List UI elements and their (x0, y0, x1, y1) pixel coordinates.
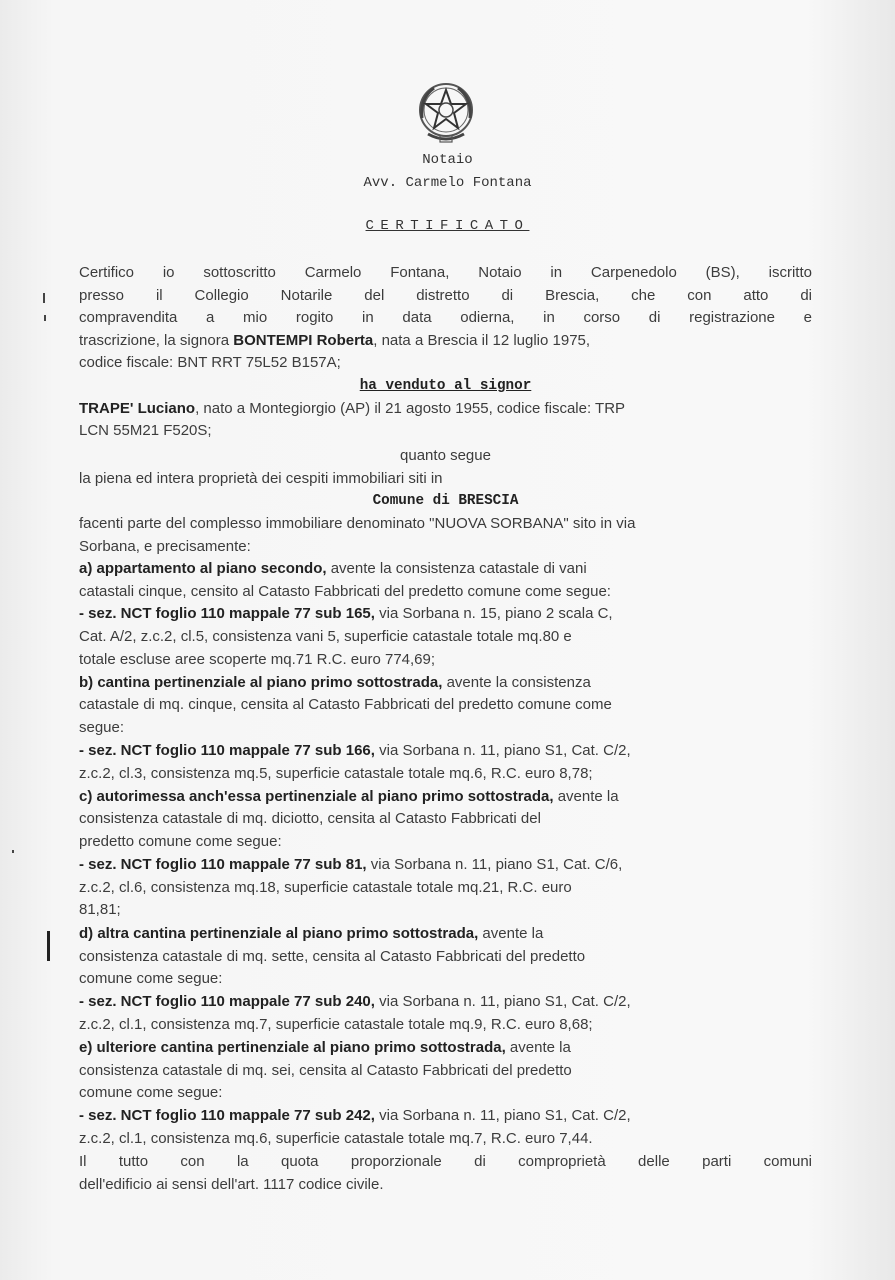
item-e-line: e) ulteriore cantina pertinenziale al piano primo sottostrada, avente la (79, 1039, 571, 1056)
item-e-line: comune come segue: (79, 1084, 223, 1101)
item-a-line: totale escluse aree scoperte mq.71 R.C. euro 774,69; (79, 651, 436, 668)
scan-mark (47, 931, 50, 961)
item-c-line: - sez. NCT foglio 110 mappale 77 sub 81, via Sorbana n. 11, piano S1, Cat. C/6, (79, 856, 623, 873)
item-c-line: c) autorimessa anch'essa pertinenziale al piano primo sottostrada, avente la (79, 788, 619, 805)
closing-line: Il tutto con la quota proporzionale di comproprietà delle parti comuni (79, 1153, 812, 1170)
comune-heading: Comune di BRESCIA (372, 493, 519, 509)
notary-name: Avv. Carmelo Fontana (363, 175, 532, 191)
item-c-line: z.c.2, cl.6, consistenza mq.18, superficie catastale totale mq.21, R.C. euro (79, 879, 572, 896)
buyer-line: TRAPE' Luciano, nato a Montegiorgio (AP) il 21 agosto 1955, codice fiscale: TRP (79, 400, 626, 417)
scan-mark (44, 315, 46, 321)
item-a-line: a) appartamento al piano secondo, avente la consistenza catastale di vani (79, 560, 587, 577)
item-a-line: catastali cinque, censito al Catasto Fabbricati del predetto comune come segue: (79, 583, 611, 600)
item-d-line: d) altra cantina pertinenziale al piano primo sottostrada, avente la (79, 925, 544, 942)
complesso-line: Sorbana, e precisamente: (79, 538, 251, 555)
intro-line: trascrizione, la signora BONTEMPI Roberta, nata a Brescia il 12 luglio 1975, (79, 332, 591, 349)
complesso-line: facenti parte del complesso immobiliare denominato "NUOVA SORBANA" sito in via (79, 515, 636, 532)
item-e-line: consistenza catastale di mq. sei, censita al Catasto Fabbricati del predetto (79, 1062, 572, 1079)
seller-name: BONTEMPI Roberta (233, 332, 374, 349)
quanto-segue: quanto segue (400, 447, 491, 464)
item-a-line: - sez. NCT foglio 110 mappale 77 sub 165, via Sorbana n. 15, piano 2 scala C, (79, 605, 613, 622)
item-b-line: - sez. NCT foglio 110 mappale 77 sub 166, via Sorbana n. 11, piano S1, Cat. C/2, (79, 742, 631, 759)
intro-line: Certifico io sottoscritto Carmelo Fontana, Notaio in Carpenedolo (BS), iscritto (79, 264, 812, 281)
item-b-line: catastale di mq. cinque, censita al Catasto Fabbricati del predetto comune come (79, 696, 612, 713)
item-e-line: - sez. NCT foglio 110 mappale 77 sub 242, via Sorbana n. 11, piano S1, Cat. C/2, (79, 1107, 631, 1124)
item-d-line: z.c.2, cl.1, consistenza mq.7, superficie catastale totale mq.9, R.C. euro 8,68; (79, 1016, 593, 1033)
item-a-line: Cat. A/2, z.c.2, cl.5, consistenza vani 5, superficie catastale totale mq.80 e (79, 628, 572, 645)
intro-line: codice fiscale: BNT RRT 75L52 B157A; (79, 354, 341, 371)
intro-line: compravendita a mio rogito in data odierna, in corso di registrazione e (79, 309, 812, 326)
item-c-line: consistenza catastale di mq. diciotto, censita al Catasto Fabbricati del (79, 810, 541, 827)
scan-mark (12, 850, 14, 853)
item-c-line: predetto comune come segue: (79, 833, 282, 850)
italian-republic-emblem-icon (414, 78, 478, 148)
intro-line: presso il Collegio Notarile del distretto di Brescia, che con atto di (79, 287, 812, 304)
page-title: CERTIFICATO (365, 218, 530, 234)
sold-to-heading: ha venduto al signor (359, 378, 532, 394)
buyer-line: LCN 55M21 F520S; (79, 422, 212, 439)
item-d-line: - sez. NCT foglio 110 mappale 77 sub 240, via Sorbana n. 11, piano S1, Cat. C/2, (79, 993, 631, 1010)
item-e-line: z.c.2, cl.1, consistenza mq.6, superficie catastale totale mq.7, R.C. euro 7,44. (79, 1130, 593, 1147)
item-b-line: segue: (79, 719, 125, 736)
item-d-line: consistenza catastale di mq. sette, censita al Catasto Fabbricati del predetto (79, 948, 586, 965)
item-d-line: comune come segue: (79, 970, 223, 987)
item-b-line: z.c.2, cl.3, consistenza mq.5, superficie catastale totale mq.6, R.C. euro 8,78; (79, 765, 593, 782)
buyer-name: TRAPE' Luciano (79, 400, 196, 417)
item-b-line: b) cantina pertinenziale al piano primo sottostrada, avente la consistenza (79, 674, 591, 691)
piena-proprieta: la piena ed intera proprietà dei cespiti immobiliari siti in (79, 470, 443, 487)
notary-role: Notaio (422, 152, 473, 168)
closing-line: dell'edificio ai sensi dell'art. 1117 codice civile. (79, 1176, 384, 1193)
item-c-line: 81,81; (79, 901, 121, 918)
scan-mark (43, 293, 45, 303)
